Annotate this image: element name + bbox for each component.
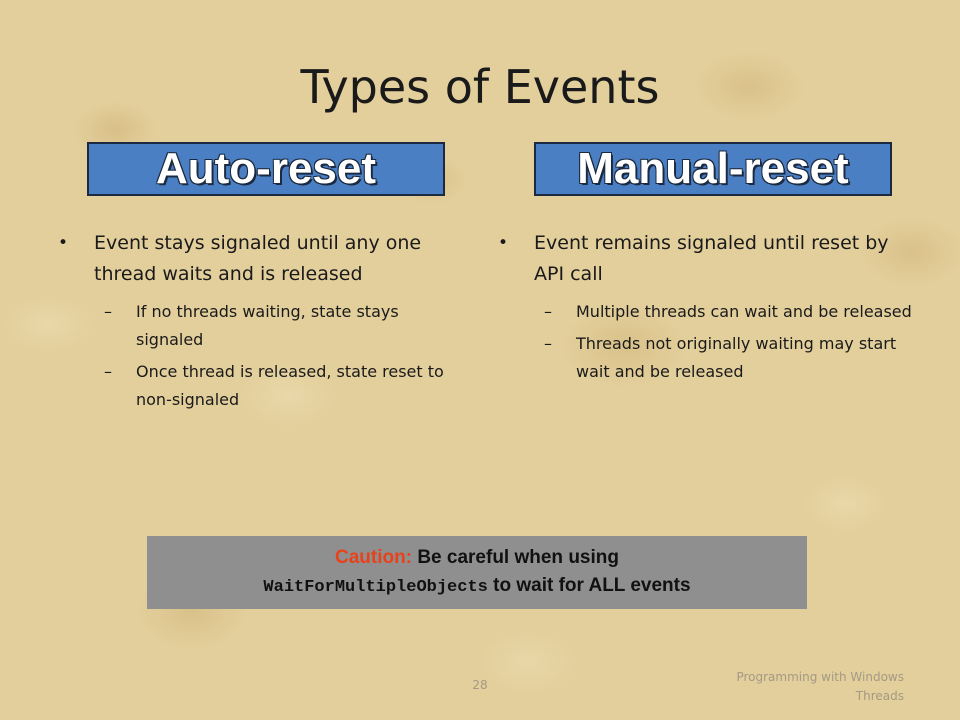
bullet-text: Event stays signaled until any one thread waits and is released [94, 232, 422, 285]
dash-marker: – [104, 362, 112, 381]
bullet-text: Event remains signaled until reset by API call [534, 232, 889, 285]
bullet-marker: • [498, 233, 509, 253]
caution-box [147, 536, 807, 609]
caution-text: Be careful when using [417, 547, 619, 568]
dash-marker: – [544, 302, 552, 321]
manual-reset-heading: Manual-reset [577, 144, 849, 193]
page-number: 28 [472, 678, 488, 692]
auto-reset-heading: Auto-reset [155, 144, 377, 193]
footer-line-2: Threads [855, 689, 904, 703]
sub-bullet-list [498, 298, 918, 386]
sub-bullet-item [498, 330, 918, 386]
manual-reset-header [534, 142, 892, 196]
sub-bullet-item [58, 298, 468, 354]
footer-line-1: Programming with Windows [736, 670, 904, 684]
footer-text [704, 668, 904, 706]
sub-bullet-text: Once thread is released, state reset to non-signaled [136, 362, 444, 409]
sub-bullet-text: If no threads waiting, state stays signaled [136, 302, 399, 349]
dash-marker: – [544, 334, 552, 353]
sub-bullet-text: Multiple threads can wait and be released [576, 302, 912, 321]
auto-reset-header [87, 142, 445, 196]
sub-bullet-item [58, 358, 468, 414]
caution-text-2: to wait for ALL events [493, 575, 691, 596]
sub-bullet-text: Threads not originally waiting may start wait and be released [576, 334, 897, 381]
bullet-item [58, 228, 468, 290]
slide-title: Types of Events [300, 60, 660, 114]
caution-line-1 [147, 544, 807, 572]
caution-label: Caution: [335, 547, 413, 568]
bullet-marker: • [58, 233, 69, 253]
sub-bullet-list [58, 298, 468, 414]
sub-bullet-item [498, 298, 918, 326]
bullet-item [498, 228, 918, 290]
dash-marker: – [104, 302, 112, 321]
caution-line-2 [147, 572, 807, 602]
caution-code: WaitForMultipleObjects [263, 578, 488, 597]
manual-reset-column [498, 228, 918, 386]
auto-reset-column [58, 228, 468, 414]
